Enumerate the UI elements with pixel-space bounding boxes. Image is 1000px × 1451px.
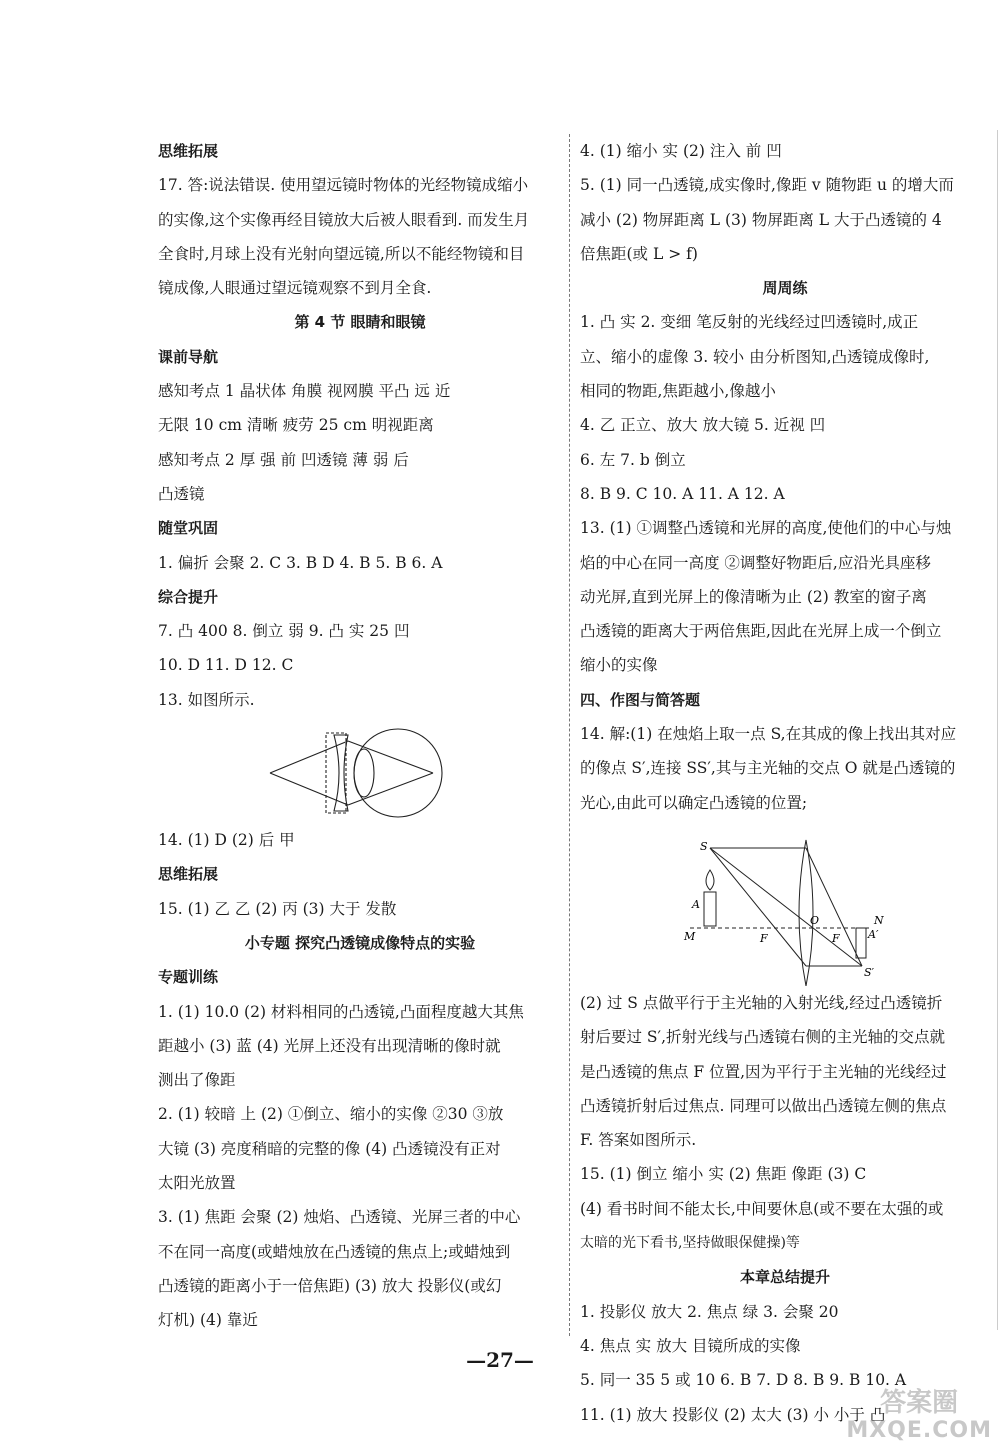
page-number: —27— (466, 1348, 534, 1372)
text-line: 4. 乙 正立、放大 放大镜 5. 近视 凹 (580, 416, 826, 435)
column-divider (569, 134, 570, 1336)
text-line: 4. (1) 缩小 实 (2) 注入 前 凹 (580, 142, 782, 160)
text-line: 13. 如图所示. (158, 690, 255, 709)
watermark-title: 答案圈 (880, 1388, 959, 1418)
section-title: 本章总结提升 (739, 1268, 830, 1287)
watermark-url: MXQE.COM (846, 1418, 992, 1443)
label-f1: F (760, 931, 768, 945)
label-o: O (810, 913, 820, 927)
left-after-lines (158, 823, 562, 1337)
text-line: 10. D 11. D 12. C (158, 656, 294, 675)
text-line: 全食时,月球上没有光射向望远镜,所以不能经物镜和目 (158, 244, 525, 263)
section-heading: 四、作图与简答题 (580, 690, 701, 709)
text-line: 13. (1) ①调整凸透镜和光屏的高度,使他们的中心与烛 (580, 519, 952, 538)
text-line: (2) 过 S 点做平行于主光轴的入射光线,经过凸透镜折 (580, 993, 943, 1012)
section-heading: 思维拓展 (158, 142, 219, 160)
text-line: 灯机) (4) 靠近 (158, 1311, 258, 1330)
text-line: 动光屏,直到光屏上的像清晰为止 (2) 教室的窗子离 (580, 587, 927, 606)
text-line: 8. B 9. C 10. A 11. A 12. A (580, 484, 785, 503)
text-line: 15. (1) 乙 乙 (2) 丙 (3) 大于 发散 (158, 899, 397, 918)
text-line: 太阳光放置 (158, 1174, 236, 1193)
text-line: 11. (1) 放大 投影仪 (2) 太大 (3) 小 小于 凸 (580, 1405, 886, 1424)
left-column (158, 134, 562, 1338)
text-line: 焰的中心在同一高度 ②调整好物距后,应沿光具座移 (580, 553, 931, 572)
label-s2: S′ (864, 965, 875, 979)
text-line: 无限 10 cm 清晰 疲劳 25 cm 明视距离 (158, 416, 434, 435)
left-lines (158, 134, 562, 717)
section-heading: 综合提升 (158, 587, 219, 606)
candle (704, 892, 716, 926)
text-line: 感知考点 1 晶状体 角膜 视网膜 平凸 远 近 (158, 382, 451, 401)
text-line: 1. 凸 实 2. 变细 笔反射的光线经过凹透镜时,成正 (580, 313, 919, 332)
margin-bar (997, 130, 998, 1330)
text-line: 距越小 (3) 蓝 (4) 光屏上还没有出现清晰的像时就 (158, 1036, 501, 1055)
text-line: 减小 (2) 物屏距离 L (3) 物屏距离 L 大于凸透镜的 4 (580, 210, 942, 229)
text-line: 缩小的实像 (580, 656, 658, 675)
text-line: 倍焦距(或 L > f) (580, 244, 698, 263)
section-heading: 专题训练 (158, 968, 219, 987)
text-line: 15. (1) 倒立 缩小 实 (2) 焦距 像距 (3) C (580, 1165, 867, 1184)
text-line: 测出了像距 (158, 1071, 236, 1090)
text-line: 大镜 (3) 亮度稍暗的完整的像 (4) 凸透镜没有正对 (158, 1139, 501, 1158)
lens-ray-svg (580, 820, 990, 986)
ray-through-f1 (710, 848, 806, 966)
text-line: 不在同一高度(或蜡烛放在凸透镜的焦点上;或蜡烛到 (158, 1242, 511, 1261)
text-line: 凸透镜折射后过焦点. 同理可以做出凸透镜左侧的焦点 (580, 1096, 947, 1115)
convex-lens (799, 840, 813, 986)
section-title: 小专题 探究凸透镜成像特点的实验 (244, 933, 476, 952)
text-line: 相同的物距,焦距越小,像越小 (580, 382, 776, 401)
ray-refracted (806, 848, 862, 966)
text-line: 感知考点 2 厚 强 前 凹透镜 薄 弱 后 (158, 450, 409, 469)
text-line: 镜成像,人眼通过望远镜观察不到月全食. (158, 279, 432, 298)
right-lines (580, 134, 990, 820)
section-heading: 随堂巩固 (158, 519, 219, 538)
section-heading: 课前导航 (158, 347, 219, 366)
section-heading: 思维拓展 (158, 865, 219, 884)
text-line: 4. 焦点 实 放大 目镜所成的实像 (580, 1336, 801, 1355)
eye-diagram-svg (158, 721, 562, 823)
candle-flame (706, 870, 714, 890)
text-line: 1. 投影仪 放大 2. 焦点 绿 3. 会聚 20 (580, 1302, 839, 1321)
text-line: 5. 同一 35 5 或 10 6. B 7. D 8. B 9. B 10. A (580, 1371, 907, 1390)
label-f2: F (832, 931, 840, 945)
section-title: 周周练 (762, 279, 808, 298)
text-line: 6. 左 7. b 倒立 (580, 450, 686, 469)
text-line: 射后要过 S′,折射光线与凸透镜右侧的主光轴的交点就 (580, 1028, 945, 1047)
eye-lens-figure (158, 721, 562, 823)
text-line: 7. 凸 400 8. 倒立 弱 9. 凸 实 25 凹 (158, 622, 410, 641)
text-line: 是凸透镜的焦点 F 位置,因为平行于主光轴的光线经过 (580, 1062, 947, 1081)
label-a2: A′ (868, 927, 879, 941)
text-line: 1. 偏折 会聚 2. C 3. B D 4. B 5. B 6. A (158, 553, 443, 572)
text-line: 17. 答:说法错误. 使用望远镜时物体的光经物镜成缩小 (158, 176, 529, 195)
text-line: 1. (1) 10.0 (2) 材料相同的凸透镜,凸面程度越大其焦 (158, 1002, 524, 1021)
text-line: 凸透镜的距离大于两倍焦距,因此在光屏上成一个倒立 (580, 622, 942, 641)
text-line: 5. (1) 同一凸透镜,成实像时,像距 v 随物距 u 的增大而 (580, 176, 954, 195)
right-column (580, 134, 990, 1432)
ray-lower-in (348, 773, 433, 805)
text-line: 凸透镜 (158, 484, 205, 503)
label-a: A (692, 897, 700, 911)
text-line: 光心,由此可以确定凸透镜的位置; (580, 793, 808, 812)
text-line: 的像点 S′,连接 SS′,其与主光轴的交点 O 就是凸透镜的 (580, 759, 956, 778)
text-line: 3. (1) 焦距 会聚 (2) 烛焰、凸透镜、光屏三者的中心 (158, 1208, 521, 1227)
text-line: F. 答案如图所示. (580, 1131, 697, 1150)
ray-s-to-sprime (710, 848, 862, 966)
text-line: 凸透镜的距离小于一倍焦距) (3) 放大 投影仪(或幻 (158, 1276, 502, 1295)
text-line: 14. (1) D (2) 后 甲 (158, 831, 295, 850)
image-candle (856, 928, 866, 958)
label-n: N (874, 913, 884, 927)
text-line: 太暗的光下看书,坚持做眼保健操)等 (580, 1235, 800, 1252)
text-line: (4) 看书时间不能太长,中间要休息(或不要在太强的或 (580, 1199, 944, 1218)
label-s: S (700, 839, 708, 853)
eyeball (354, 729, 442, 817)
label-m: M (684, 929, 696, 943)
text-line: 的实像,这个实像再经目镜放大后被人眼看到. 而发生月 (158, 210, 530, 229)
watermark-logo (846, 1389, 992, 1445)
text-line: 14. 解:(1) 在烛焰上取一点 S,在其成的像上找出其对应 (580, 725, 957, 744)
ray-upper-in (348, 741, 433, 773)
text-line: 立、缩小的虚像 3. 较小 由分析图知,凸透镜成像时, (580, 347, 930, 366)
section-title: 第 4 节 眼睛和眼镜 (294, 313, 426, 332)
text-line: 2. (1) 较暗 上 (2) ①倒立、缩小的实像 ②30 ③放 (158, 1105, 504, 1124)
lens-ray-figure (580, 820, 990, 986)
